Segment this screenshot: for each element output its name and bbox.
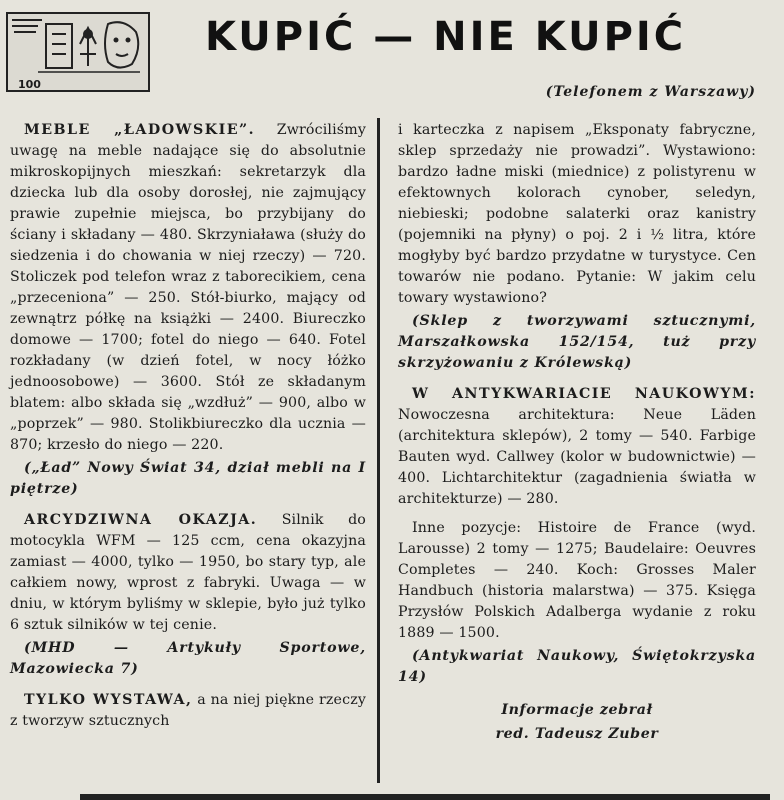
column-logo: [6, 12, 150, 92]
column-divider: [377, 118, 380, 783]
logo-number: 100: [18, 78, 41, 91]
article-body: a na niej piękne rzeczy z tworzyw sztucznych: [10, 692, 366, 729]
article-source: (Antykwariat Naukowy, Świętokrzyska 14): [398, 648, 756, 685]
article-source: (Sklep z tworzywami sztucznymi, Marszałkowska 152/154, tuż przy skrzyżowaniu z Królewską): [398, 313, 756, 371]
right-column: [398, 120, 756, 746]
bottom-rule: [80, 794, 770, 800]
page-title: KUPIĆ — NIE KUPIĆ: [205, 14, 687, 60]
article-heading: TYLKO WYSTAWA,: [24, 692, 193, 708]
article-antykwariat-more: Inne pozycje: Histoire de France (wyd. Larousse) 2 tomy — 1275; Baudelaire: Oeuvres Completes — 240. Koch: Grosses Maler Handbuch (historia malarstwa) — 375. Księga Przysłów Polskich Adalberga wydanie z roku 1889 — 1500.: [398, 520, 756, 641]
signature: [398, 698, 756, 746]
article-source: (MHD — Artykuły Sportowe, Mazowiecka 7): [10, 640, 366, 677]
article-heading: W ANTYKWARIACIE NAUKOWYM:: [412, 386, 756, 402]
article-wystawa: [10, 690, 366, 732]
signature-line: Informacje zebrał: [501, 702, 653, 718]
signature-line: red. Tadeusz Zuber: [495, 726, 659, 742]
article-heading: MEBLE „ŁADOWSKIE”.: [24, 122, 256, 138]
article-wystawa-continued: i karteczka z napisem „Eksponaty fabryczne, sklep sprzedaży nie prowadzi”. Wystawiono: bardzo ładne miski (miednice) z polistyrenu w efektownych kolorach cynober, seledyn, niebieski; podobne salaterki oraz kanistry (pojemniki na płyny) o poj. 2 i ½ litra, które mogłyby być bardzo przydatne w turystyce. Cen towarów nie podano. Pytanie: W jakim celu towary wystawiono?: [398, 122, 756, 306]
article-source: („Ład” Nowy Świat 34, dział mebli na I piętrze): [10, 460, 366, 497]
article-heading: ARCYDZIWNA OKAZJA.: [24, 512, 258, 528]
article-okazja: [10, 510, 366, 636]
article-body: Silnik do motocykla WFM — 125 ccm, cena okazyjna zamiast — 4000, tylko — 1950, bo stary typ, ale całkiem nowy, wprost z fabryki. Uwaga — w dniu, w którym byliśmy w sklepie, było już tylko 6 sztuk silników w tej cenie.: [10, 512, 366, 633]
article-body: Zwróciliśmy uwagę na meble nadające się do absolutnie mikroskopijnych mieszkań: sekretarzyk dla dziecka lub dla osoby dorosłej, nie zajmujący prawie zupełnie miejsca, bo przybijany do ściany i składany — 480. Skrzyniaława (służy do siedzenia i do chowania w niej rzeczy) — 720. Stoliczek pod telefon wraz z taborecikiem, cena „przeceniona” — 250. Stół-biurko, mający od zewnątrz półkę na książki — 2400. Biureczko domowe — 1700; fotel do niego — 640. Fotel rozkładany (w dzień fotel, w nocy łóżko jednoosobowe) — 3600. Stół ze składanym blatem: albo składa się „wzdłuż” — 900, albo w „poprzek” — 980. Stolikbiureczko dla ucznia — 870; krzesło do niego — 220.: [10, 122, 366, 453]
byline: (Telefonem z Warszawy): [545, 84, 756, 100]
article-antykwariat: [398, 384, 756, 510]
article-body: Nowoczesna architektura: Neue Läden (architektura sklepów), 2 tomy — 540. Farbige Bauten wyd. Callwey (kolor w budownictwie) — 400. Lichtarchitektur (zagadnienia światła w architekturze) — 280.: [398, 407, 756, 507]
left-column: [10, 120, 366, 732]
article-meble: [10, 120, 366, 456]
